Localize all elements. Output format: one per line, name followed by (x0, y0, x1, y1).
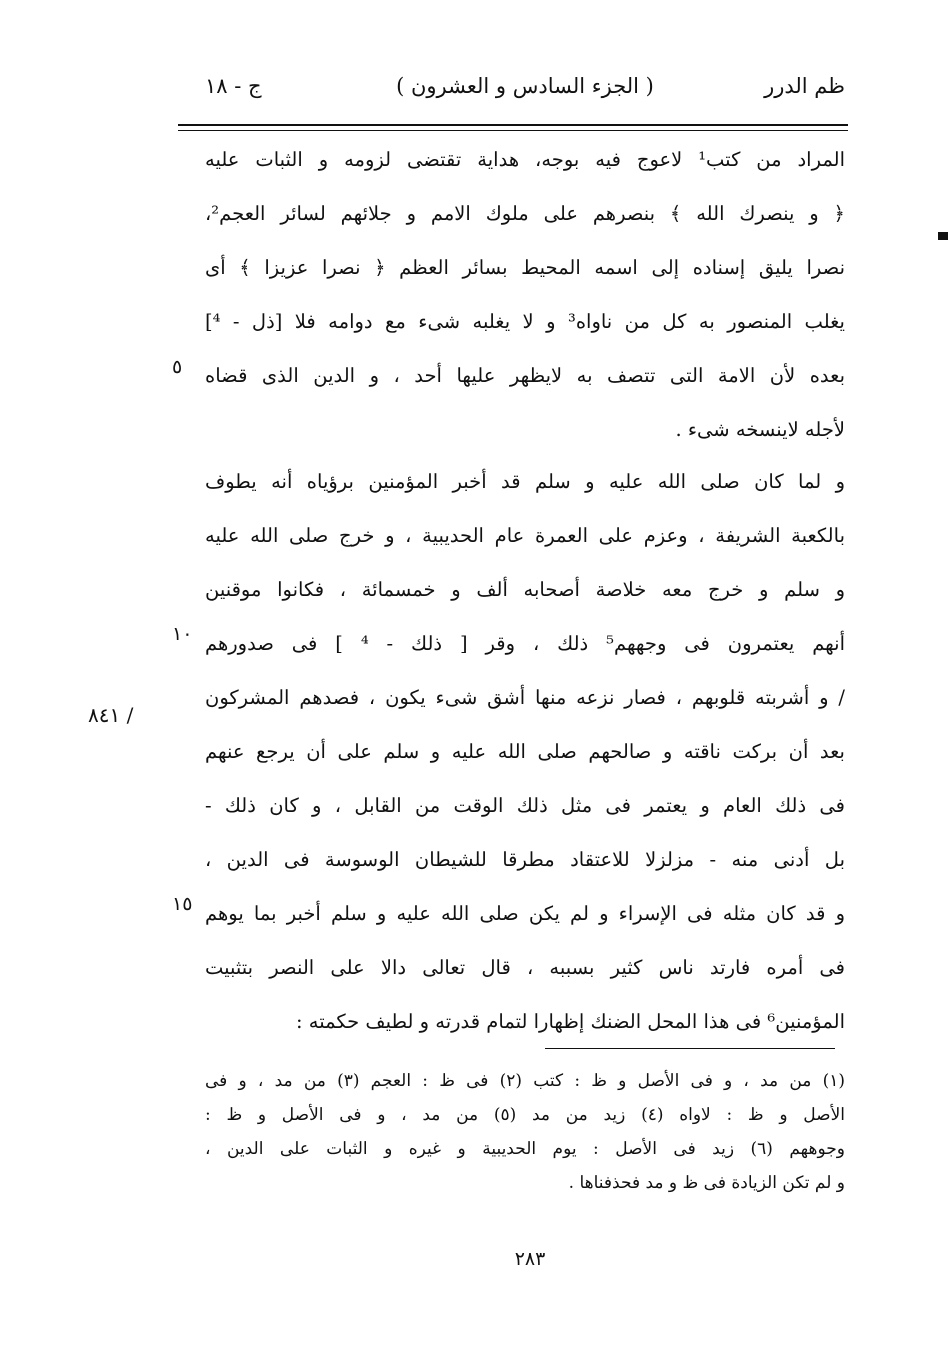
text-line: و قد كان مثله فى الإسراء و لم يكن صلى الله عليه و سلم أخبر بما يوهم (205, 902, 845, 925)
text-line: فى أمره فارتد ناس كثير بسببه ، قال تعالى دالا على النصر بتثبيت (205, 956, 845, 979)
header-book-title: ظم الدرر (764, 74, 845, 98)
text-line: المؤمنين⁶ فى هذا المحل الضنك إظهارا لتمام قدرته و لطيف حكمته : (296, 1010, 845, 1033)
text-line: و لما كان صلى الله عليه و سلم قد أخبر المؤمنين برؤياه أنه يطوف (205, 470, 845, 493)
text-line: ﴿ و ينصرك الله ﴾ بنصرهم على ملوك الامم و جلائهم لسائر العجم²، (205, 202, 845, 225)
header-part-title: ( الجزء السادس و العشرون ) (396, 74, 654, 98)
text-line: أنهم يعتمرون فى وجههم⁵ ذلك ، وقر [ ذلك - ⁴ ] فى صدورهم (205, 632, 845, 655)
main-text-paragraph-1 (205, 133, 845, 457)
text-line: بالكعبة الشريفة ، وعزم على العمرة عام الحديبية ، و خرج صلى الله عليه (205, 524, 845, 547)
text-line: يغلب المنصور به كل من ناواه³ و لا يغلبه شىء مع دوامه فلا [ذل - ⁴] (205, 310, 845, 333)
footnote-line: الأصل و ظ : لاواه (٤) زيد من مد (٥) من مد ، و فى الأصل و ظ : (205, 1105, 845, 1125)
footnote-line: (١) من مد ، و فى الأصل و ظ : كتب (٢) فى ظ : العجم (٣) من مد ، و فى (205, 1071, 845, 1091)
header-volume: ج - ١٨ (205, 74, 262, 98)
header-rule-thick (178, 124, 848, 126)
text-line: بعده لأن الامة التى تتصف به لايظهر عليها أحد ، و الدين الذى قضاه (205, 364, 845, 387)
manuscript-folio-note: / ٨٤١ (88, 703, 134, 727)
text-line: فى ذلك العام و يعتمر فى مثل ذلك الوقت من القابل ، و كان ذلك - (205, 794, 845, 817)
footnote-line: و لم تكن الزيادة فى ظ و مد فحذفناها . (568, 1173, 845, 1193)
footnote-rule (545, 1048, 835, 1049)
footnotes (205, 1064, 845, 1200)
page-number: ٢٨٣ (514, 1248, 546, 1270)
running-header (175, 70, 845, 110)
text-line: بعد أن بركت ناقته و صالحهم صلى الله عليه و سلم على أن يرجع عنهم (205, 740, 845, 763)
main-text-paragraph-2 (205, 455, 845, 1049)
text-line: بل أدنى منه - مزلزلا للاعتقاد مطرقا للشيطان الوسوسة فى الدين ، (205, 848, 845, 871)
text-line: و سلم و خرج معه خلاصة أصحابه ألف و خمسمائة ، فكانوا موقنين (205, 578, 845, 601)
text-line: المراد من كتب¹ لاعوج فيه بوجه، هداية تقتضى لزومه و الثبات عليه (205, 148, 845, 171)
text-line: نصرا يليق إسناده إلى اسمه المحيط بسائر العظم ﴿ نصرا عزيزا ﴾ أى (205, 256, 845, 279)
line-number-10: ١٠ (172, 623, 193, 645)
text-line: لأجله لاينسخه شىء . (675, 418, 845, 441)
text-line: / و أشربته قلوبهم ، فصار نزعه منها أشق شىء يكون ، فصدهم المشركون (205, 686, 845, 709)
edge-mark (938, 232, 948, 240)
header-rule-thin (178, 130, 848, 131)
footnote-line: وجوههم (٦) زيد فى الأصل : يوم الحديبية و غيره و الثبات على الدين ، (205, 1139, 845, 1159)
line-number-5: ٥ (172, 356, 183, 378)
line-number-15: ١٥ (172, 893, 193, 915)
